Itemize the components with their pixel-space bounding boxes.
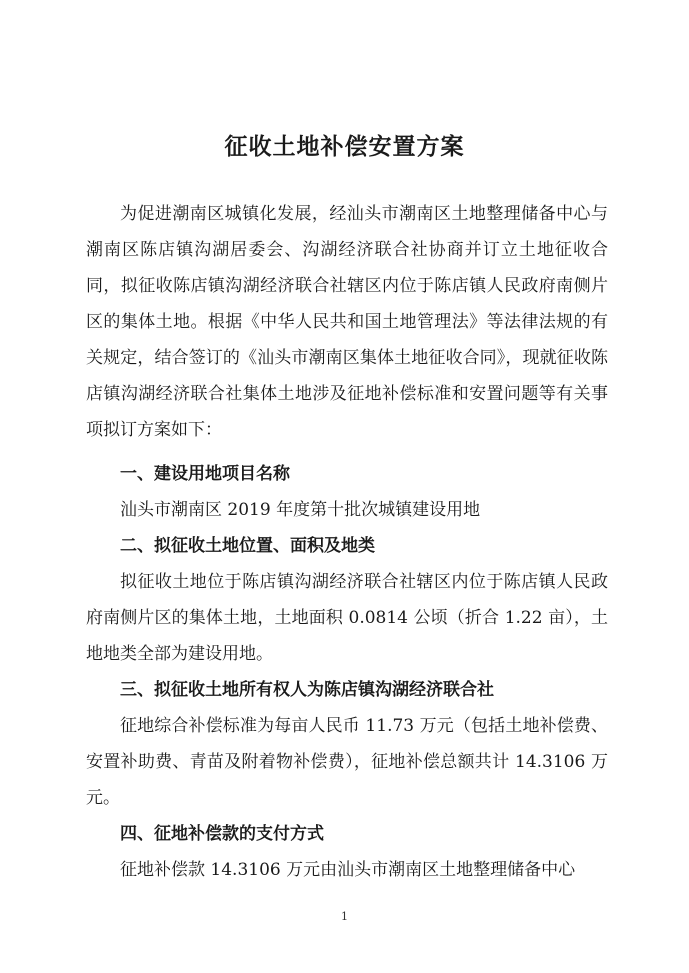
document-title: 征收土地补偿安置方案 (224, 134, 465, 160)
section-1-heading: 一、建设用地项目名称 (120, 464, 290, 484)
page-number: 1 (341, 910, 348, 923)
section-4-heading: 四、征地补偿款的支付方式 (120, 824, 324, 844)
intro-paragraph: 为促进潮南区城镇化发展，经汕头市潮南区土地整理储备中心与潮南区陈店镇沟湖居委会、沟湖经济联合社协商并订立土地征收合同，拟征收陈店镇沟湖经济联合社辖区内位于陈店镇人民政府南侧片区的集体土地。根据《中华人民共和国土地管理法》等法律法规的有关规定，结合签订的《汕头市潮南区集体土地征收合同》，现就征收陈店镇沟湖经济联合社集体土地涉及征地补偿标准和安置问题等有关事项拟订方案如下： (86, 204, 608, 440)
section-1-text: 汕头市潮南区 2019 年度第十批次城镇建设用地 (120, 500, 481, 520)
section-2-heading: 二、拟征收土地位置、面积及地类 (120, 536, 375, 556)
section-3-heading: 三、拟征收土地所有权人为陈店镇沟湖经济联合社 (120, 680, 494, 700)
section-3-text: 征地综合补偿标准为每亩人民币 11.73 万元（包括土地补偿费、安置补助费、青苗及附着物补偿费），征地补偿总额共计 14.3106 万元。 (86, 716, 608, 808)
section-2-text: 拟征收土地位于陈店镇沟湖经济联合社辖区内位于陈店镇人民政府南侧片区的集体土地，土地面积 0.0814 公顷（折合 1.22 亩），土地地类全部为建设用地。 (86, 572, 608, 664)
section-4-text: 征地补偿款 14.3106 万元由汕头市潮南区土地整理储备中心 (120, 860, 576, 880)
